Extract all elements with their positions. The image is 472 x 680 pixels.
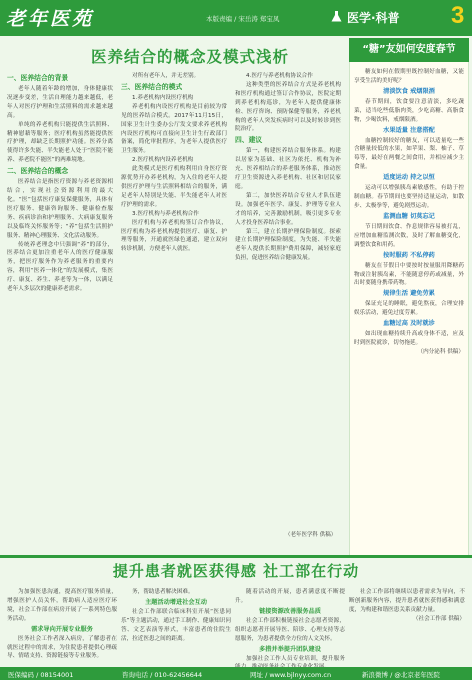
subsection-heading: 2.医疗机构内设养老机构 xyxy=(132,157,194,164)
sidebar-column xyxy=(354,68,464,357)
section-heading: 三、医养结合的模式 xyxy=(121,82,183,91)
bottom-column-2 xyxy=(121,588,231,644)
paragraph: 医养结合是指医疗资源与养老资源相结合，实现社会资源利用的最大化。“医”包括医疗康复保健服务，具体有医疗服务、健康咨询服务、健康检查服务、疾病诊治和护理服务、大病康复服务以及临终关怀服务等；“养”包括生活照护服务、精神心理服务、文化活动服务。 xyxy=(7,179,113,239)
sidebar-heading: 监测血糖 切莫忘记 xyxy=(383,212,435,220)
subsection-heading: 3.医疗机构与养老机构合作 xyxy=(132,210,199,217)
paragraph: 养老机构内设医疗机构是目前较为常见的医养结合模式。2017年11月15日，国家卫生计生委办公厅发文要求养老机构内设医疗机构可直接向卫生计生行政部门备案，简化审批程序，为老年人提供医疗卫生服务。 xyxy=(121,103,227,155)
article-column-3 xyxy=(235,72,341,263)
page-footer xyxy=(0,667,472,680)
paragraph: 医务社会工作者深入病房，了解患者在就医过程中的需求，为住院患者提供心理疏导、情绪支持、资源链接等专业服务。 xyxy=(7,635,117,660)
footer-weibo[interactable]: 新浪微博 / @北京老年医院 xyxy=(362,671,440,679)
section-heading: 一、医养结合的背景 xyxy=(7,74,69,82)
section-name: 医学·科普 xyxy=(347,11,400,25)
paragraph: 第一，构建医养结合服务体系。构建以居家为基础、社区为依托、机构为补充、医养相结合的养老服务体系，推动医疗卫生资源进入养老机构、社区和居民家庭。 xyxy=(235,148,341,190)
section-heading: 四、建议 xyxy=(235,136,263,145)
footer-phone: 咨询电话 / 010-62456644 xyxy=(122,671,203,679)
bottom-column-1 xyxy=(7,588,117,661)
paragraph: 此类模式是医疗机构利用自身医疗资源优势开办养老机构，为入住的老年人提供医疗护理与生活照料相结合的服务，满足老年人特别是失能、半失能老年人对医疗护理的需求。 xyxy=(121,166,227,208)
paragraph: 传统养老理念中只强调“养”的部分，医养结合更加注重老年人的医疗健康服务，把医疗服务作为养老服务的重要内容，利用“医养一体化”的发展模式，集医疗、康复、养生、养老等为一体，以满足老年人多层次的健康养老需求。 xyxy=(7,241,113,293)
paragraph: 节日期间饮食、作息规律容易被打乱，应增加血糖监测次数，及时了解血糖变化，调整饮食和用药。 xyxy=(354,223,464,248)
paragraph: 社会工作部积极链接社会志愿者资源，组织志愿者开展导医、陪诊、心理支持等志愿服务，为患者提供全方位的人文关怀。 xyxy=(235,617,345,642)
footer-website[interactable]: 网址 / www.bjlnyy.com.cn xyxy=(250,671,332,679)
publication-logo: 老年医苑 xyxy=(6,8,95,30)
bottom-heading: 需求导向开展专业服务 xyxy=(31,625,93,633)
paragraph: 第二，加快医养结合专业人才队伍建设。加强老年医学、康复、护理等专业人才的培养，完善激励机制，吸引更多专业人才投身医养结合事业。 xyxy=(235,192,341,226)
paragraph: 单纯的养老机构只能提供生活照料、精神慰藉等服务；医疗机构虽然能提供医疗护理，却缺乏长期照护功能。医养分离使得许多失能、半失能老人处于“医院不能养、养老院不能医”的两难境地。 xyxy=(7,121,113,164)
paragraph: 老年人随着年龄的增加，身体健康状况逐步变差，生活自理能力越来越低，老年人对医疗护理和生活照料的需求越来越高。 xyxy=(7,86,113,119)
paragraph: 运动可以增强胰岛素敏感性，有助于控制血糖。春节期间也要坚持适量运动，如散步、太极拳等，避免剧烈运动。 xyxy=(354,185,464,209)
paragraph: 这种类型的医养结合方式是养老机构和医疗机构通过签订合作协议，医院定期到养老机构巡诊，为老年人提供健康体检、医疗咨询、预防保健等服务，养老机构的老年人突发疾病时可以及时转诊到医院治疗。 xyxy=(235,81,341,133)
editor-credit: 本版责编 / 宋岳涛 郑宝凤 xyxy=(206,15,280,23)
paragraph: 社会工作部联合临床科室开展“医患同乐”等主题活动，通过手工制作、健康知识问答、文艺表演等形式，丰富患者的住院生活，拉近医患之间的距离。 xyxy=(121,608,231,642)
sidebar-title: “糖”友如何安度春节 xyxy=(349,38,469,62)
article-column-2 xyxy=(121,72,227,254)
article-author: （老年医学科 供稿） xyxy=(285,532,337,538)
flask-icon xyxy=(330,10,343,23)
sidebar-heading: 清淡饮食 戒烟限酒 xyxy=(383,87,435,95)
bottom-column-3 xyxy=(235,588,345,672)
page-number: 3 xyxy=(451,2,465,29)
paragraph: 第三，建立长期护理保险制度。探索建立长期护理保险制度，为失能、半失能老年人提供长期照护费用保障，减轻家庭负担，促进医养结合健康发展。 xyxy=(235,228,341,262)
paragraph: 务，帮助患者解决困难。 xyxy=(132,589,194,595)
paragraph: 如出现血糖持续升高或身体不适，应及时到医院就诊，切勿拖延。 xyxy=(354,331,464,347)
article-column-1 xyxy=(7,72,113,294)
subsection-heading: 4.医疗与养老机构协议合作 xyxy=(246,73,313,79)
paragraph: 为加强医患沟通，提高医疗服务质量，增强医护人员关怀，帮助病人适应医疗环境，社会工作部在病房开展了一系列特色服务活动。 xyxy=(7,589,117,622)
sidebar-heading: 血糖过高 及时就诊 xyxy=(383,320,435,328)
paragraph: 医疗机构与养老机构签订合作协议，医疗机构为养老机构提供医疗、康复、护理等服务，开通就医绿色通道，建立双向转诊机制，方便老年人就医。 xyxy=(121,219,227,253)
bottom-heading: 链接资源改善服务品质 xyxy=(259,607,321,615)
subsection-heading: 1.养老机构内设医疗机构 xyxy=(132,94,194,101)
bottom-column-4 xyxy=(349,588,465,624)
paragraph: 保证充足的睡眠，避免熬夜，合理安排娱乐活动，避免过度劳累。 xyxy=(354,301,464,317)
section-heading: 二、医养结合的概念 xyxy=(7,167,69,176)
paragraph: 加强社会工作人员专业培训，提升服务 xyxy=(246,655,345,662)
paragraph: 糖友在节假日中要按时按量服用降糖药物或注射胰岛素，不能随意停药或减量，外出时要随身携带药物。 xyxy=(354,262,464,287)
page-header xyxy=(0,0,472,36)
paragraph: 春节期间，饮食要注意清淡，多吃蔬菜，适当吃些低脂肉类，少吃高糖、高脂食物，少喝饮料，戒烟限酒。 xyxy=(354,98,464,123)
bottom-article-title: 提升患者就医获得感 社工部在行动 xyxy=(112,562,360,580)
sidebar-heading: 按时服药 不私停药 xyxy=(383,251,435,259)
main-article-title: 医养结合的概念及模式浅析 xyxy=(90,48,289,66)
footer-insurance-code: 医保编码 / 08154001 xyxy=(8,671,74,679)
paragraph: 对所有老年人，并无差别。 xyxy=(132,73,200,79)
sidebar-heading: 适度运动 持之以恒 xyxy=(383,174,435,182)
sidebar-heading: 规律生活 避免劳累 xyxy=(383,290,435,298)
bottom-author: （社会工作部 供稿） xyxy=(412,615,465,622)
paragraph: 随着活动的开展，患者满意度不断提升。 xyxy=(235,589,345,604)
sidebar-author: （内分泌科 供稿） xyxy=(417,348,464,355)
paragraph: 糖友如何在假期里既控制好血糖，又能享受生活的美好呢？ xyxy=(354,69,464,84)
bottom-heading: 主题活动增进社会互动 xyxy=(145,598,207,606)
sidebar-heading: 水果适量 注意搭配 xyxy=(383,126,435,134)
paragraph: 血糖控制较好的糖友，可以适量吃一些含糖量较低的水果，如苹果、梨、柚子、草莓等，最好在两餐之间食用，并相应减少主食量。 xyxy=(354,137,464,171)
paragraph: 社会工作部将继续以患者需求为导向，不断创新服务内容，提升患者就医获得感和满意度，为构建和谐医患关系贡献力量。 xyxy=(349,589,465,613)
bottom-heading: 多措并举提升团队建设 xyxy=(259,645,321,653)
